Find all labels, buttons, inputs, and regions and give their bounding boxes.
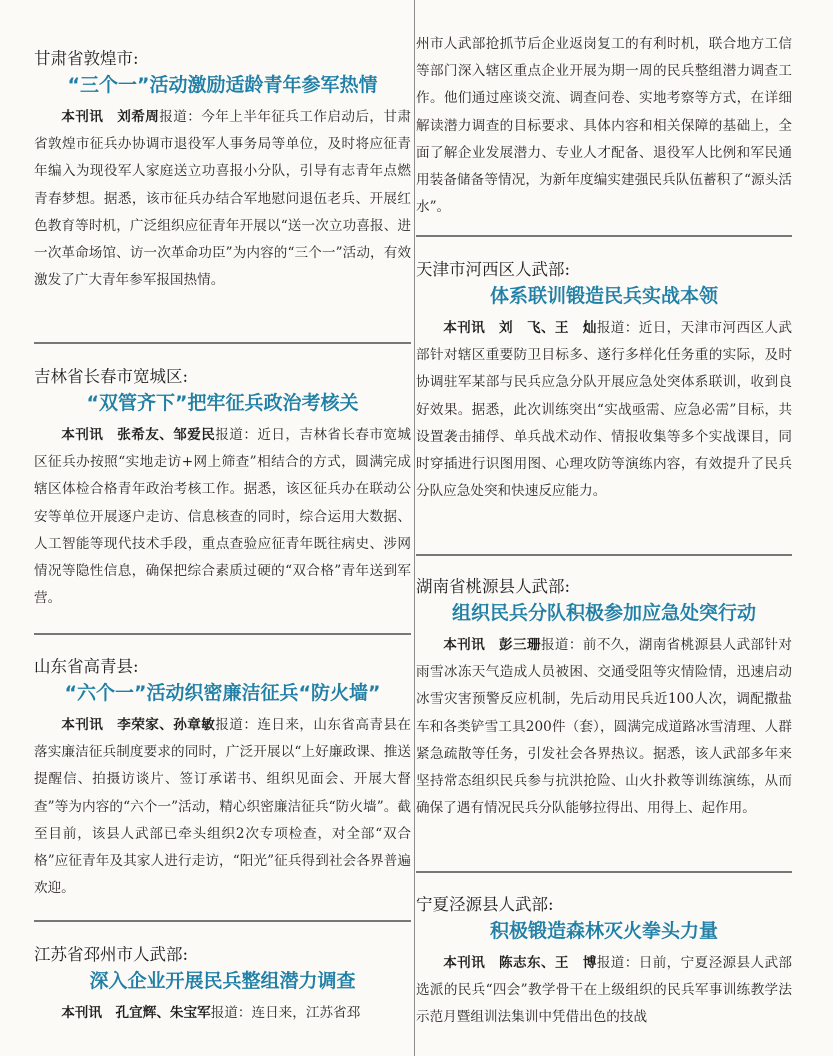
- section-divider: [416, 235, 792, 237]
- left-column: [34, 0, 411, 1056]
- article-place: 吉林省长春市宽城区:: [34, 367, 189, 386]
- article-byline: 本刊讯 刘 飞、王 灿: [443, 320, 597, 336]
- column-divider: [414, 0, 415, 1056]
- article-place: 山东省高青县:: [34, 657, 139, 676]
- article-body: [416, 632, 792, 822]
- article-text: 报道：前不久，湖南省桃源县人武部针对雨雪冰冻天气造成人员被困、交通受阻等灾情险情，迅速启动冰雪灾害预警反应机制，先后动用民兵近100人次，调配撒盐车和各类铲雪工具200件（套），圆满完成道路冰雪清理、人群紧急疏散等任务，引发社会各界热议。据悉，该人武部多年来坚持常态组织民兵参与抗洪抢险、山火扑救等训练演练，从而确保了遇有情况民兵分队能够拉得出、用得上、起作用。: [416, 637, 793, 817]
- article-headline: “六个一”活动织密廉洁征兵“防火墙”: [64, 682, 381, 704]
- article-pizhou: [34, 944, 411, 1027]
- section-divider: [416, 871, 792, 873]
- article-place: 宁夏泾源县人武部:: [416, 895, 554, 914]
- article-text: 报道：近日，吉林省长春市宽城区征兵办按照“实地走访+网上筛查”相结合的方式，圆满完成辖区体检合格青年政治考核工作。据悉，该区征兵办在联动公安等单位开展逐户走访、信息核查的同时，综合运用大数据、人工智能等现代技术手段，重点查验应征青年既往病史、涉网情况等隐性信息，确保把综合素质过硬的“双合格”青年送到军营。: [34, 427, 412, 607]
- article-dunhuang: [34, 48, 411, 294]
- article-byline: 本刊讯 刘希周: [61, 109, 160, 125]
- article-body: [34, 712, 411, 902]
- article-byline: 本刊讯 李荣家、孙章敏: [61, 717, 216, 733]
- article-place: 甘肃省敦煌市:: [34, 49, 139, 68]
- article-text: 报道：日前，宁夏泾源县人武部选派的民兵“四会”教学骨干在上级组织的民兵军事训练教学法示范月暨组训法集训中凭借出色的技战: [416, 955, 793, 1026]
- article-continuation: 州市人武部抢抓节后企业返岗复工的有利时机，联合地方工信等部门深入辖区重点企业开展为期一周的民兵整组潜力调查工作。他们通过座谈交流、调查问卷、实地考察等方式，在详细解读潜力调查的目标要求、具体内容和相关保障的基础上，全面了解企业发展潜力、专业人才配备、退役军人比例和军民通用装备储备等情况，为新年度编实建强民兵队伍蓄积了“源头活水”。: [416, 36, 792, 216]
- section-divider: [416, 554, 792, 556]
- section-divider: [34, 920, 411, 922]
- article-headline: “三个一”活动激励适龄青年参军热情: [67, 74, 378, 96]
- article-body: [416, 950, 792, 1032]
- article-hexi: [416, 259, 792, 505]
- article-headline: 积极锻造森林灭火拳头力量: [489, 920, 718, 942]
- article-headline: 组织民兵分队积极参加应急处突行动: [451, 602, 756, 624]
- article-jingyuan: [416, 894, 792, 1032]
- article-place: 江苏省邳州市人武部:: [34, 945, 189, 964]
- article-headline: 深入企业开展民兵整组潜力调查: [89, 970, 356, 992]
- article-kuancheng: [34, 366, 411, 612]
- article-body: [34, 422, 411, 612]
- article-gaoqing: [34, 656, 411, 902]
- section-divider: [34, 633, 411, 635]
- article-body: [34, 1000, 411, 1027]
- right-column: [416, 0, 792, 1056]
- article-place: 天津市河西区人武部:: [416, 260, 571, 279]
- article-body: [416, 315, 792, 505]
- article-text: 报道：连日来，江苏省邳: [210, 1005, 361, 1021]
- article-text: 报道：连日来，山东省高青县在落实廉洁征兵制度要求的同时，广泛开展以“上好廉政课、推送提醒信、拍摄访谈片、签订承诺书、组织见面会、开展大督查”等为内容的“六个一”活动，精心织密廉洁征兵“防火墙”。截至目前，该县人武部已牵头组织2次专项检查，对全部“双合格”应征青年及其家人进行走访，“阳光”征兵得到社会各界普遍欢迎。: [34, 717, 412, 897]
- article-byline: 本刊讯 孔宜辉、朱宝军: [61, 1005, 211, 1021]
- article-headline: 体系联训锻造民兵实战本领: [489, 285, 718, 307]
- article-byline: 本刊讯 陈志东、王 博: [443, 955, 597, 971]
- article-taoyuan: [416, 576, 792, 822]
- article-text: 报道：近日，天津市河西区人武部针对辖区重要防卫目标多、遂行多样化任务重的实际，及时协调驻军某部与民兵应急分队开展应急处突体系联训，收到良好效果。据悉，此次训练突出“实战亟需、应急必需”目标，共设置袭击捕俘、单兵战术动作、情报收集等多个实战课目，同时穿插进行识图用图、心理攻防等演练内容，有效提升了民兵分队应急处突和快速反应能力。: [416, 320, 793, 500]
- article-place: 湖南省桃源县人武部:: [416, 577, 571, 596]
- section-divider: [34, 342, 411, 344]
- article-pizhou-continued: [416, 31, 792, 221]
- article-byline: 本刊讯 彭三珊: [443, 637, 541, 653]
- article-body: [34, 104, 411, 294]
- article-headline: “双管齐下”把牢征兵政治考核关: [86, 392, 359, 414]
- article-byline: 本刊讯 张希友、邹爱民: [61, 427, 216, 443]
- article-text: 报道：今年上半年征兵工作启动后，甘肃省敦煌市征兵办协调市退役军人事务局等单位，及时将应征青年编入为现役军人家庭送立功喜报小分队，引导有志青年点燃青春梦想。据悉，该市征兵办结合军地慰问退伍老兵、开展红色教育等时机，广泛组织应征青年开展以“送一次立功喜报、进一次革命场馆、访一次革命功臣”为内容的“三个一”活动，有效激发了广大青年参军报国热情。: [34, 109, 412, 289]
